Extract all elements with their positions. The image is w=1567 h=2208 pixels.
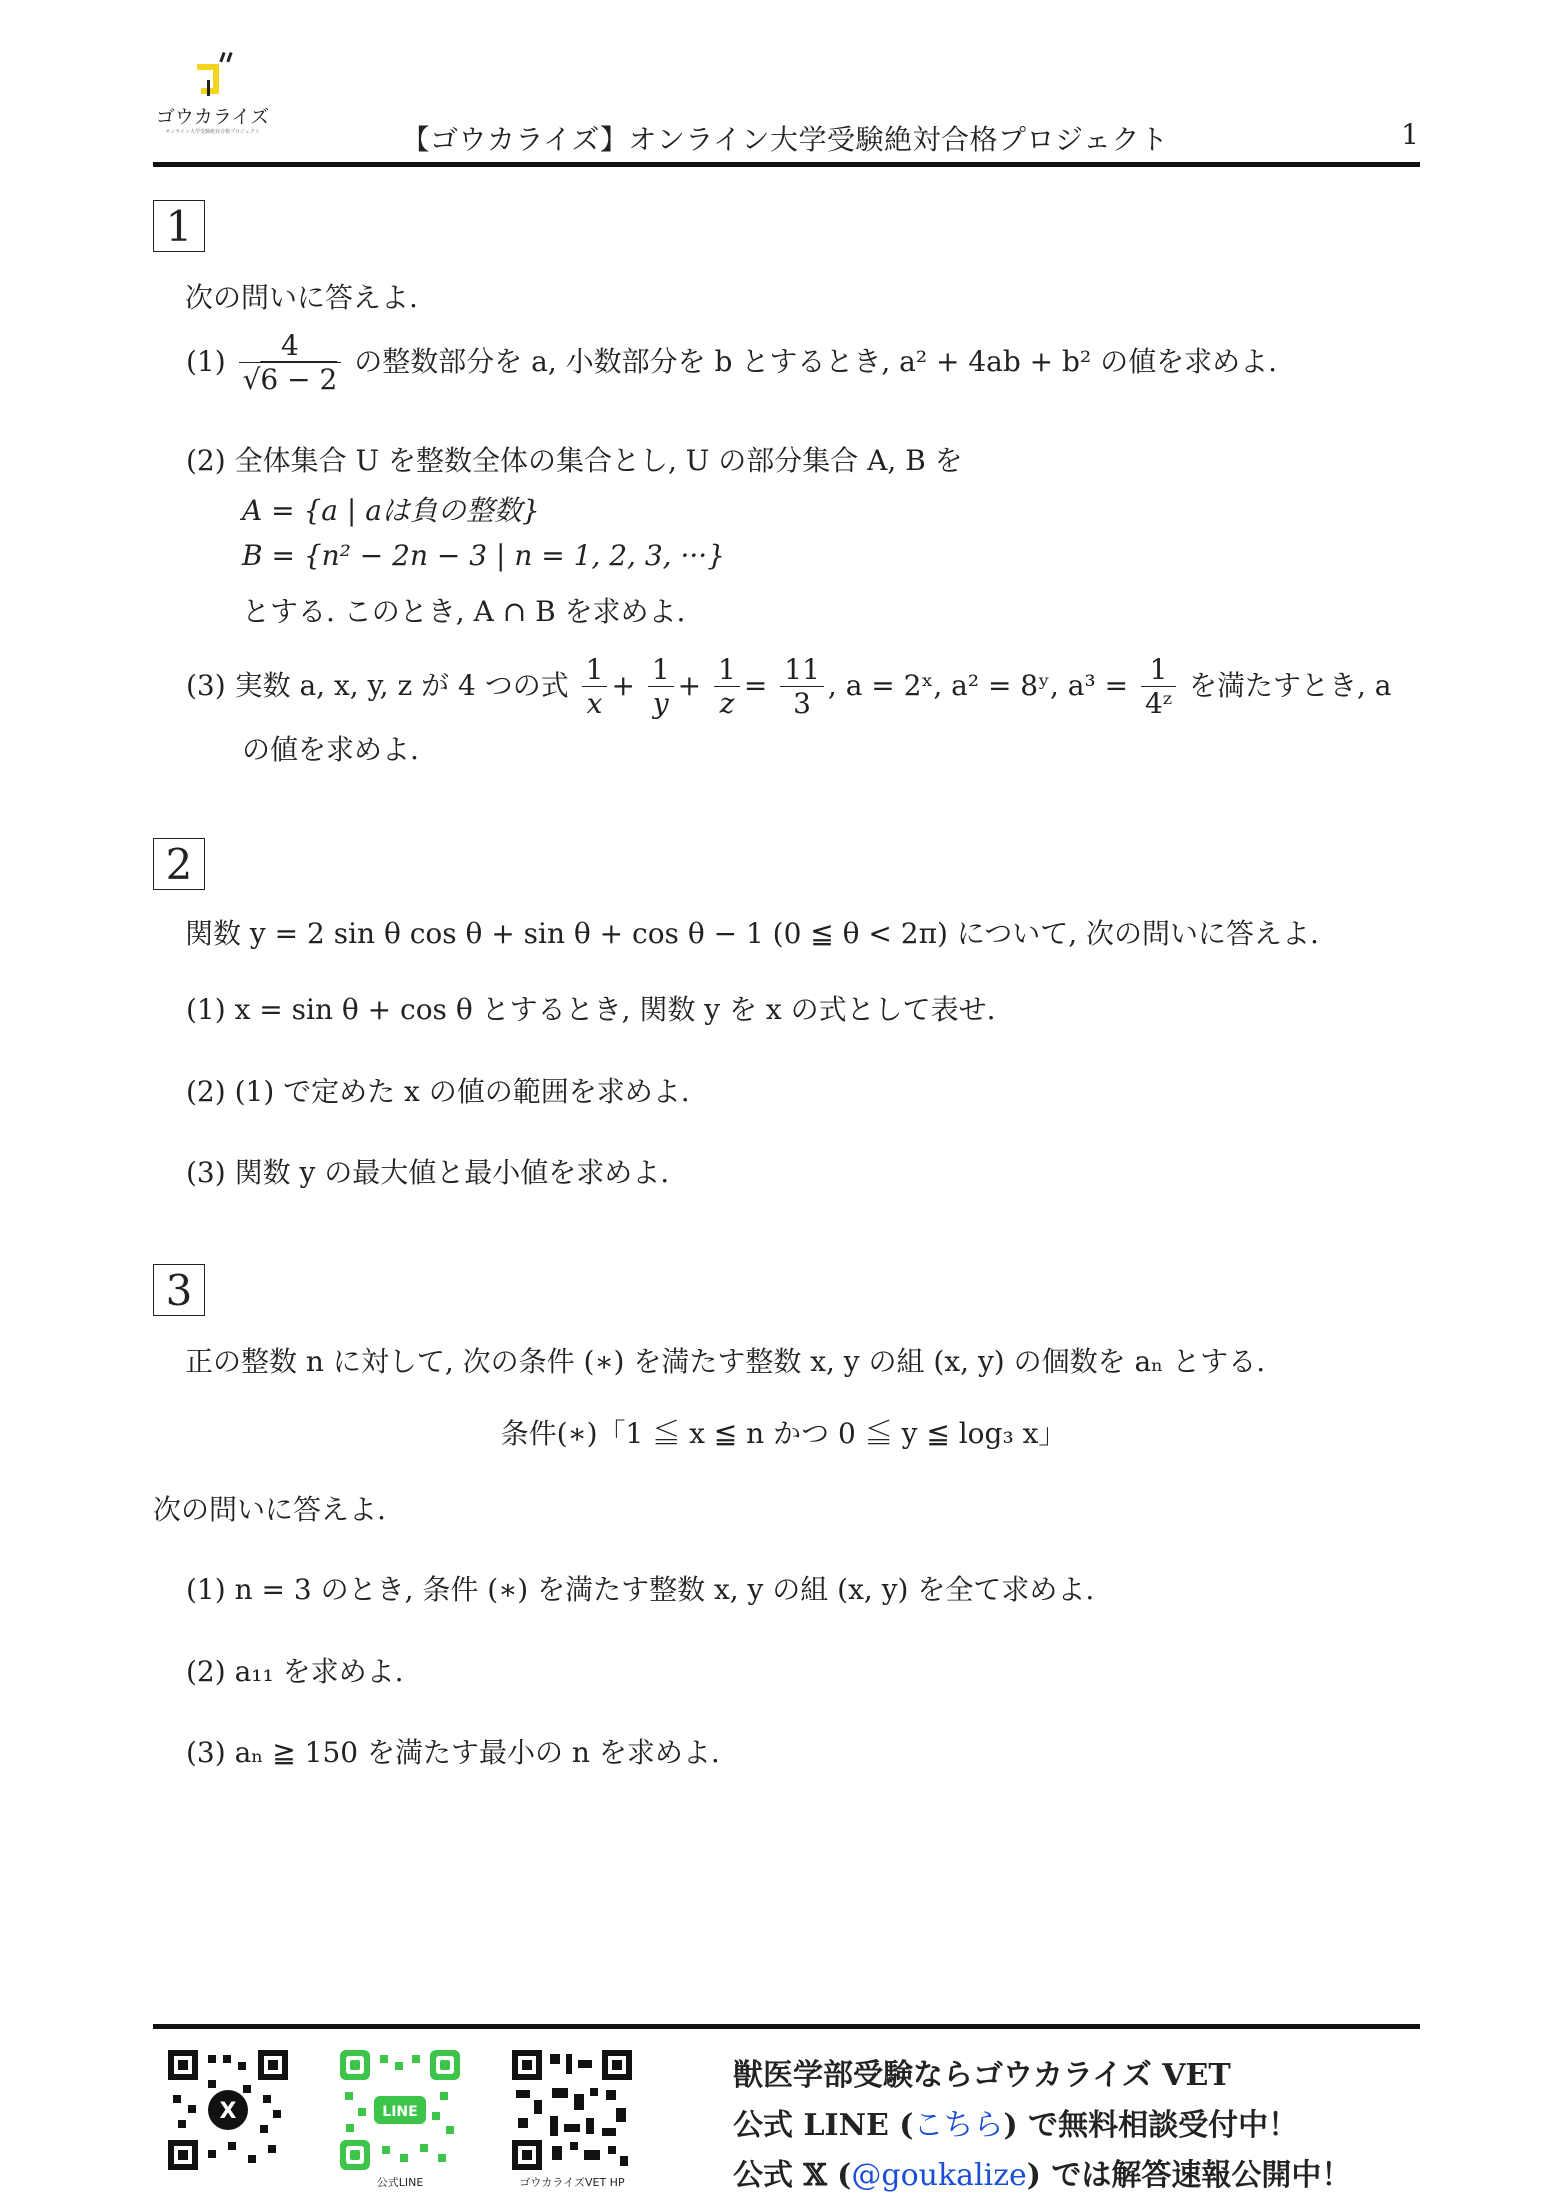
qr-x-icon[interactable]	[168, 2050, 288, 2170]
q1-part3-label: (3)	[186, 668, 226, 702]
footer-line-1: 獣医学部受験ならゴウカライズ VET	[733, 2058, 1231, 2093]
qr-hp-label: ゴウカライズVET HP	[519, 2176, 625, 2189]
q1-part2-set-a: A = {a | aは負の整数}	[242, 494, 540, 527]
q1-part1-radicand: 6 − 2	[260, 363, 338, 397]
qr-hp-icon[interactable]	[512, 2050, 632, 2170]
footer-line-2-pre: 公式 LINE (	[733, 2108, 914, 2143]
q3-part3-label: (3)	[186, 1736, 226, 1769]
frac-denominator: 4ᶻ	[1144, 687, 1173, 721]
q3-part3-text: aₙ ≧ 150 を満たす最小の n を求めよ.	[234, 1736, 720, 1769]
q1-part1	[186, 330, 1277, 397]
q1-part3-frac-4z	[1141, 654, 1176, 721]
footer-line-3	[733, 2150, 1351, 2194]
frac-numerator: 11	[780, 654, 824, 687]
q3-part1-label: (1)	[186, 1573, 226, 1606]
q2-part2-label: (2)	[186, 1075, 226, 1108]
q1-part1-label: (1)	[186, 344, 226, 378]
q2-part3-label: (3)	[186, 1156, 226, 1189]
q3-part3	[186, 1731, 720, 1771]
q1-part3-lead: 実数 a, x, y, z が 4 つの式	[234, 668, 569, 702]
q1-part3-line2: の値を求めよ.	[242, 733, 419, 766]
logo	[155, 50, 270, 142]
q3-after: 次の問いに答えよ.	[153, 1493, 386, 1526]
logo-mark-icon	[193, 50, 235, 102]
frac-denominator: y	[652, 687, 669, 721]
q1-part2-ask: とする. このとき, A ∩ B を求めよ.	[242, 595, 686, 628]
question-1-number: 1	[153, 200, 205, 252]
logo-subtitle: オンライン大学受験絶対合格プロジェクト	[165, 129, 260, 135]
q1-part1-text: の整数部分を a, 小数部分を b とするとき, a² + 4ab + b² の値を求めよ.	[354, 344, 1277, 378]
svg-text:X: X	[219, 2099, 237, 2124]
frac-denominator: z	[719, 687, 735, 721]
header-title: 【ゴウカライズ】オンライン大学受験絶対合格プロジェクト	[401, 123, 1169, 156]
frac-denominator: 3	[793, 687, 811, 721]
q1-part2-text: 全体集合 U を整数全体の集合とし, U の部分集合 A, B を	[234, 444, 963, 477]
q1-part3-frac-z	[714, 654, 740, 721]
q1-part2-set-b: B = {n² − 2n − 3 | n = 1, 2, 3, ···}	[242, 539, 725, 572]
frac-numerator: 1	[1141, 654, 1176, 687]
q1-part3-tail: を満たすとき, a	[1188, 668, 1392, 702]
q1-part3-mid: , a = 2ˣ, a² = 8ʸ, a³ =	[827, 668, 1129, 702]
frac-denominator: x	[586, 687, 603, 721]
q3-part1-text: n = 3 のとき, 条件 (∗) を満たす整数 x, y の組 (x, y) を全て求めよ.	[234, 1573, 1095, 1606]
q1-part3-frac-y	[648, 654, 674, 721]
q3-intro: 正の整数 n に対して, 次の条件 (∗) を満たす整数 x, y の組 (x, y) の個数を aₙ とする.	[185, 1345, 1266, 1378]
q3-part2-text: a₁₁ を求めよ.	[234, 1655, 404, 1688]
header-rule	[153, 162, 1420, 167]
footer-line-2	[733, 2100, 1298, 2144]
q1-part2-line1	[186, 439, 963, 479]
q1-part1-numerator: 4	[239, 330, 342, 363]
q1-part3-frac-rhs	[780, 654, 824, 721]
q1-part3: (3) 実数 a, x, y, z が 4 つの式 $\frac{1}{x}$ + $\frac{1}{y}$ + $\frac{1}{z}$ = $\frac{11}{3}$ , a = 2ˣ, a² = 8ʸ, a³ = $\frac{1}{\text{4ᶻ}}$ を満たすとき, a	[186, 653, 1392, 721]
q2-part2-text: (1) で定めた x の値の範囲を求めよ.	[234, 1075, 690, 1108]
q2-part3	[186, 1151, 669, 1191]
footer-line-3-post: ) では解答速報公開中！	[1026, 2158, 1352, 2193]
footer-line-2-post: ) で無料相談受付中！	[1003, 2108, 1299, 2143]
q3-part1	[186, 1568, 1094, 1608]
q1-part2-label: (2)	[186, 444, 226, 477]
line-link[interactable]: こちら	[913, 2108, 1004, 2143]
q1-intro: 次の問いに答えよ.	[185, 281, 418, 314]
page-number: 1	[1401, 118, 1419, 151]
qr-line-label: 公式LINE	[376, 2176, 424, 2189]
question-3-number: 3	[153, 1264, 205, 1316]
frac-numerator: 1	[582, 654, 608, 687]
q1-part1-fraction	[239, 330, 342, 397]
q3-part2	[186, 1650, 404, 1690]
q2-part2	[186, 1070, 690, 1110]
qr-line-icon[interactable]	[340, 2050, 460, 2170]
q2-part3-text: 関数 y の最大値と最小値を求めよ.	[234, 1156, 670, 1189]
x-account-link[interactable]: @goukalize	[851, 2158, 1027, 2193]
q2-part1-label: (1)	[186, 993, 226, 1026]
footer-rule	[153, 2024, 1420, 2029]
q2-part1-text: x = sin θ + cos θ とするとき, 関数 y を x の式として表せ.	[234, 993, 996, 1026]
frac-numerator: 1	[714, 654, 740, 687]
footer-line-3-pre: 公式 𝕏 (	[733, 2158, 852, 2193]
logo-text: ゴウカライズ	[155, 106, 270, 128]
svg-text:LINE: LINE	[382, 2104, 418, 2120]
q1-part3-frac-x	[582, 654, 608, 721]
q3-part2-label: (2)	[186, 1655, 226, 1688]
question-2-number: 2	[153, 838, 205, 890]
q2-part1	[186, 988, 996, 1028]
q3-condition: 条件(∗)「1 ≦ x ≦ n かつ 0 ≦ y ≦ log₃ x」	[500, 1417, 1067, 1450]
frac-numerator: 1	[648, 654, 674, 687]
q2-intro: 関数 y = 2 sin θ cos θ + sin θ + cos θ − 1 (0 ≦ θ < 2π) について, 次の問いに答えよ.	[185, 917, 1319, 950]
q1-part1-denominator: √6 − 2	[242, 363, 338, 397]
